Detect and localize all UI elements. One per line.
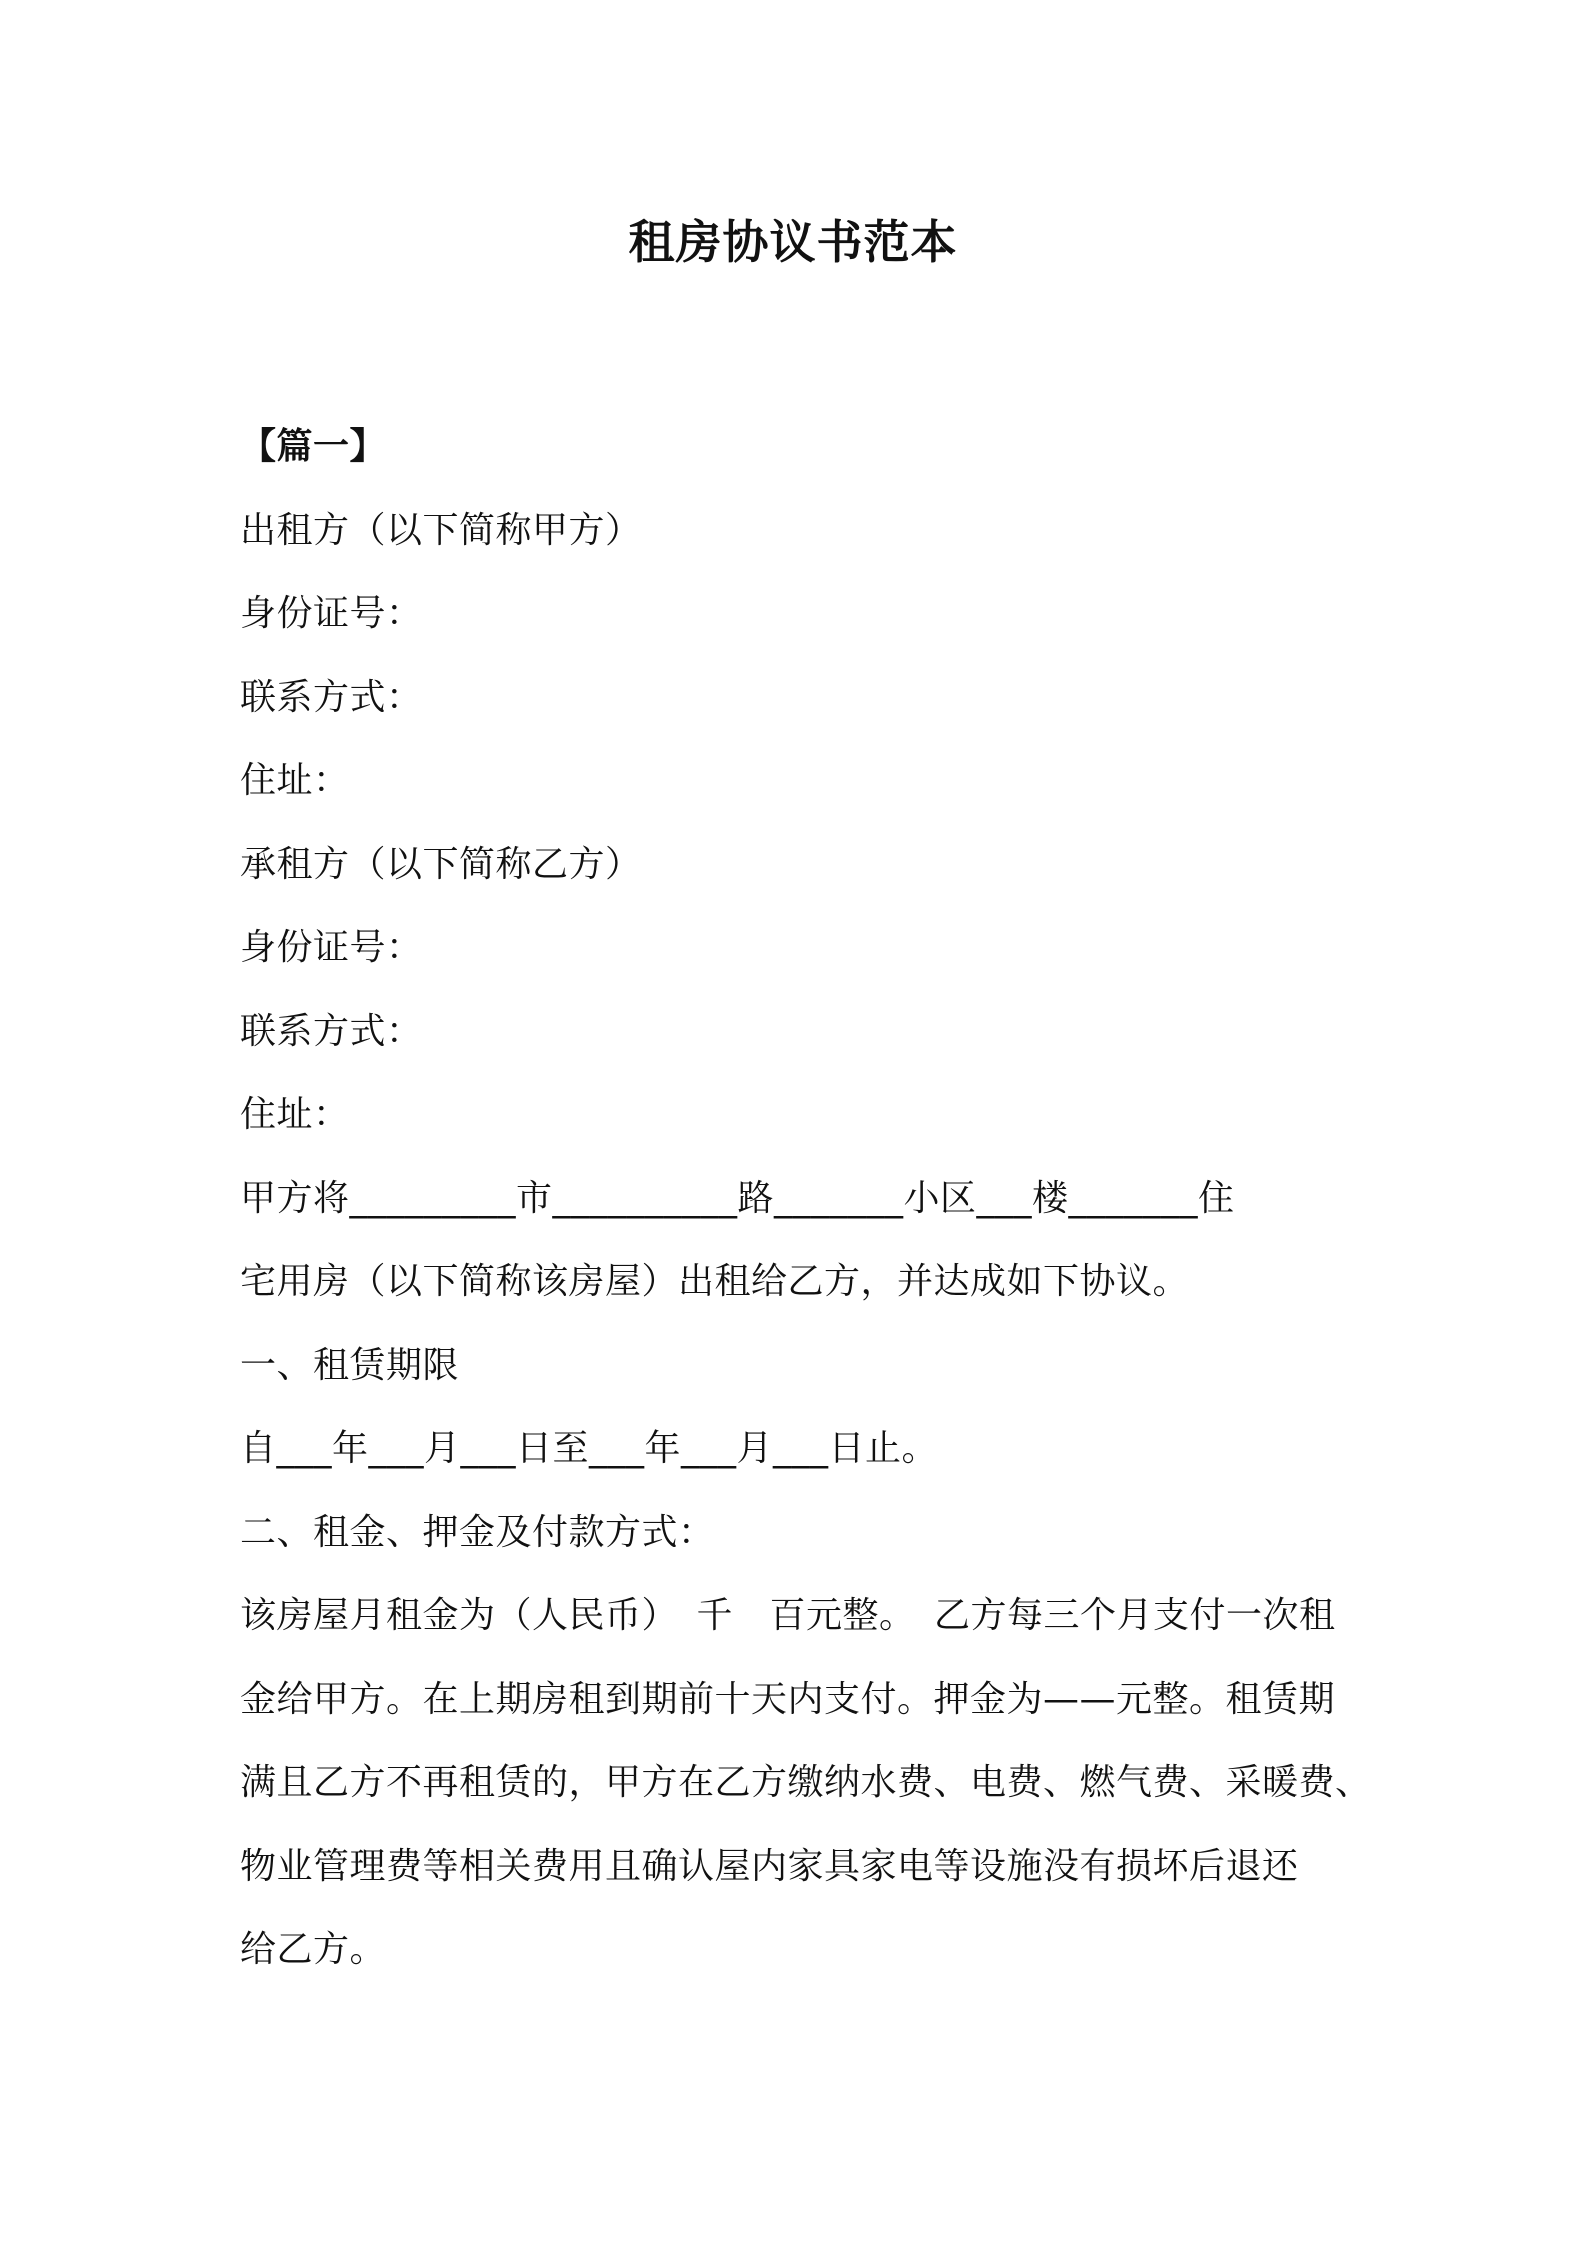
lessor-address: 住址： [240,760,350,801]
lease-term-dates: 自___年___月___日至___年___月___日止。 [240,1428,939,1469]
lessee-heading: 承租方（以下简称乙方） [240,843,642,885]
section-lease-term-heading: 一、租赁期限 [240,1344,460,1386]
lessee-address: 住址： [240,1094,350,1135]
rent-paragraph-line: 该房屋月租金为（人民币） 千 百元整。 乙方每三个月支付一次租 [240,1595,1336,1636]
rent-paragraph-line: 给乙方。 [240,1929,387,1970]
lessee-contact: 联系方式： [240,1010,423,1052]
lessee-id-number: 身份证号： [240,927,423,968]
document-body [240,405,1372,1992]
document-title: 租房协议书范本 [628,215,958,269]
agreement-intro-line: 宅用房（以下简称该房屋）出租给乙方，并达成如下协议。 [240,1261,1190,1302]
section-rent-deposit-heading: 二、租金、押金及付款方式： [240,1511,715,1553]
rent-paragraph-line: 满且乙方不再租赁的，甲方在乙方缴纳水费、电费、燃气费、采暖费、 [240,1762,1372,1803]
lessor-heading: 出租方（以下简称甲方） [240,509,642,551]
property-location-line: 甲方将_________市__________路_______小区___楼_______住 [240,1177,1235,1219]
lessor-id-number: 身份证号： [240,593,423,634]
rent-paragraph-line: 金给甲方。在上期房租到期前十天内支付。押金为——元整。租赁期 [240,1678,1336,1720]
lessor-contact: 联系方式： [240,676,423,718]
section-label-part-one: 【篇一】 [240,426,387,467]
rent-paragraph-line: 物业管理费等相关费用且确认屋内家具家电等设施没有损坏后退还 [240,1845,1299,1887]
